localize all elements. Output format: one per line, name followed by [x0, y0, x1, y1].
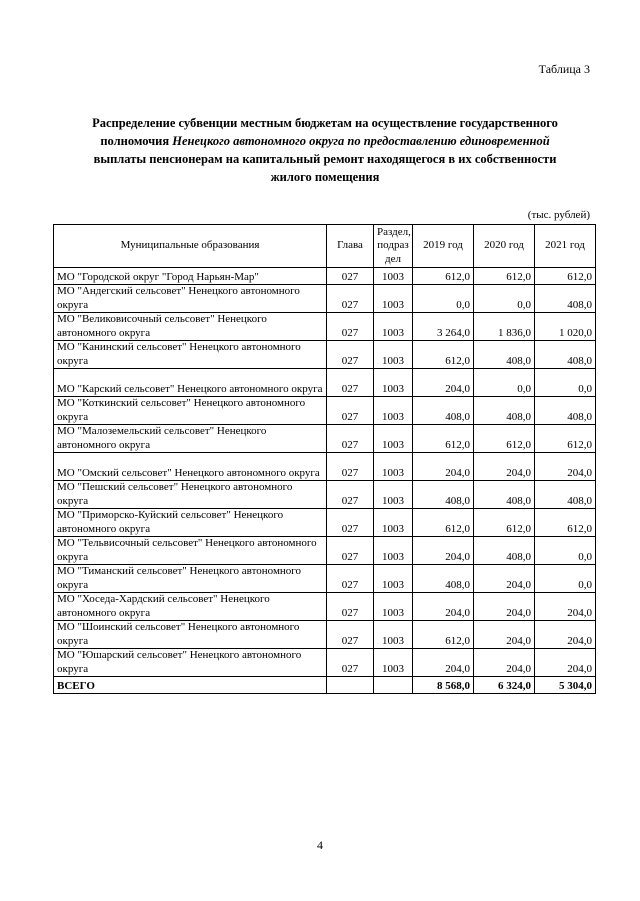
- row-2021: 408,0: [535, 481, 596, 509]
- table-row: [54, 537, 596, 565]
- header-2019: 2019 год: [413, 225, 474, 268]
- title-line-1: Распределение субвенции местным бюджетам на осуществление государственного: [92, 116, 558, 130]
- row-municipality: МО "Тельвисочный сельсовет" Ненецкого автономного округа: [54, 537, 327, 565]
- table-row: [54, 649, 596, 677]
- total-label: ВСЕГО: [54, 677, 327, 694]
- row-2021: 612,0: [535, 268, 596, 285]
- document-title: [60, 114, 590, 186]
- row-municipality: МО "Коткинский сельсовет" Ненецкого автономного округа: [54, 397, 327, 425]
- row-municipality: МО "Малоземельский сельсовет" Ненецкого автономного округа: [54, 425, 327, 453]
- row-municipality: МО "Канинский сельсовет" Ненецкого автономного округа: [54, 341, 327, 369]
- row-2019: 204,0: [413, 453, 474, 481]
- table-row: [54, 621, 596, 649]
- table-row: [54, 313, 596, 341]
- row-2020: 0,0: [474, 285, 535, 313]
- page-number: 4: [317, 838, 323, 852]
- row-2021: 612,0: [535, 509, 596, 537]
- row-municipality: МО "Хоседа-Хардский сельсовет" Ненецкого автономного округа: [54, 593, 327, 621]
- row-glava: 027: [327, 397, 374, 425]
- total-glava-empty: [327, 677, 374, 694]
- title-line-2: [60, 132, 590, 150]
- row-razdel: 1003: [374, 425, 413, 453]
- header-municipality: Муниципальные образования: [54, 225, 327, 268]
- row-2019: 204,0: [413, 649, 474, 677]
- row-2021: 204,0: [535, 593, 596, 621]
- row-razdel: 1003: [374, 453, 413, 481]
- row-razdel: 1003: [374, 537, 413, 565]
- row-2020: 408,0: [474, 397, 535, 425]
- total-row: [54, 677, 596, 694]
- row-municipality: МО "Шоинский сельсовет" Ненецкого автономного округа: [54, 621, 327, 649]
- row-2020: 0,0: [474, 369, 535, 397]
- row-glava: 027: [327, 453, 374, 481]
- total-2021: 5 304,0: [535, 677, 596, 694]
- table-row: [54, 593, 596, 621]
- row-razdel: 1003: [374, 593, 413, 621]
- title-line-2-bold: полномочия: [100, 134, 173, 148]
- row-razdel: 1003: [374, 649, 413, 677]
- table-row: [54, 341, 596, 369]
- title-line-2-italic: Ненецкого автономного округа по предоставлению единовременной: [172, 134, 550, 148]
- row-glava: 027: [327, 593, 374, 621]
- row-2021: 204,0: [535, 649, 596, 677]
- row-2019: 408,0: [413, 565, 474, 593]
- header-glava: Глава: [327, 225, 374, 268]
- subsidy-table: [53, 224, 596, 694]
- row-2019: 612,0: [413, 341, 474, 369]
- row-2021: 0,0: [535, 369, 596, 397]
- row-2020: 408,0: [474, 481, 535, 509]
- row-2020: 204,0: [474, 649, 535, 677]
- row-2019: 612,0: [413, 621, 474, 649]
- title-line-3: выплаты пенсионерам на капитальный ремонт находящегося в их собственности: [93, 152, 557, 166]
- row-municipality: МО "Пешский сельсовет" Ненецкого автономного округа: [54, 481, 327, 509]
- total-2019: 8 568,0: [413, 677, 474, 694]
- row-glava: 027: [327, 621, 374, 649]
- table-row: [54, 453, 596, 481]
- row-razdel: 1003: [374, 369, 413, 397]
- row-glava: 027: [327, 369, 374, 397]
- row-glava: 027: [327, 537, 374, 565]
- row-2020: 408,0: [474, 341, 535, 369]
- row-2019: 3 264,0: [413, 313, 474, 341]
- row-municipality: МО "Карский сельсовет" Ненецкого автономного округа: [54, 369, 327, 397]
- row-2020: 612,0: [474, 268, 535, 285]
- row-razdel: 1003: [374, 621, 413, 649]
- row-glava: 027: [327, 649, 374, 677]
- row-2020: 204,0: [474, 565, 535, 593]
- row-2021: 0,0: [535, 565, 596, 593]
- row-2020: 408,0: [474, 537, 535, 565]
- row-2019: 204,0: [413, 537, 474, 565]
- row-2019: 408,0: [413, 481, 474, 509]
- row-razdel: 1003: [374, 268, 413, 285]
- row-glava: 027: [327, 509, 374, 537]
- table-row: [54, 397, 596, 425]
- row-glava: 027: [327, 268, 374, 285]
- row-glava: 027: [327, 341, 374, 369]
- row-2020: 204,0: [474, 621, 535, 649]
- row-2019: 204,0: [413, 593, 474, 621]
- row-2021: 408,0: [535, 285, 596, 313]
- header-razdel-line-2: подраз: [377, 239, 409, 252]
- row-razdel: 1003: [374, 285, 413, 313]
- table-row: [54, 268, 596, 285]
- row-2021: 408,0: [535, 341, 596, 369]
- table-row: [54, 425, 596, 453]
- header-2021: 2021 год: [535, 225, 596, 268]
- row-razdel: 1003: [374, 341, 413, 369]
- row-2021: 0,0: [535, 537, 596, 565]
- total-razdel-empty: [374, 677, 413, 694]
- title-line-4: жилого помещения: [270, 170, 380, 184]
- row-razdel: 1003: [374, 565, 413, 593]
- row-glava: 027: [327, 425, 374, 453]
- row-2020: 204,0: [474, 453, 535, 481]
- table-header-row: [54, 225, 596, 268]
- row-municipality: МО "Андегский сельсовет" Ненецкого автономного округа: [54, 285, 327, 313]
- table-row: [54, 285, 596, 313]
- row-2020: 1 836,0: [474, 313, 535, 341]
- row-2019: 204,0: [413, 369, 474, 397]
- row-2019: 612,0: [413, 268, 474, 285]
- total-2020: 6 324,0: [474, 677, 535, 694]
- header-2020: 2020 год: [474, 225, 535, 268]
- table-row: [54, 565, 596, 593]
- row-municipality: МО "Омский сельсовет" Ненецкого автономного округа: [54, 453, 327, 481]
- table-number-label: Таблица 3: [538, 62, 590, 76]
- units-label: (тыс. рублей): [527, 209, 590, 221]
- row-2019: 408,0: [413, 397, 474, 425]
- row-glava: 027: [327, 565, 374, 593]
- row-razdel: 1003: [374, 397, 413, 425]
- row-2019: 612,0: [413, 425, 474, 453]
- row-razdel: 1003: [374, 481, 413, 509]
- row-2020: 204,0: [474, 593, 535, 621]
- row-2020: 612,0: [474, 425, 535, 453]
- row-2021: 1 020,0: [535, 313, 596, 341]
- row-razdel: 1003: [374, 509, 413, 537]
- row-2021: 204,0: [535, 621, 596, 649]
- row-municipality: МО "Приморско-Куйский сельсовет" Ненецкого автономного округа: [54, 509, 327, 537]
- header-razdel-line-3: дел: [385, 252, 401, 265]
- row-razdel: 1003: [374, 313, 413, 341]
- header-razdel: [374, 225, 413, 268]
- row-2021: 612,0: [535, 425, 596, 453]
- table-row: [54, 509, 596, 537]
- table-body: [54, 268, 596, 694]
- row-municipality: МО "Юшарский сельсовет" Ненецкого автономного округа: [54, 649, 327, 677]
- row-municipality: МО "Великовисочный сельсовет" Ненецкого автономного округа: [54, 313, 327, 341]
- header-razdel-line-1: Раздел,: [377, 225, 411, 238]
- row-glava: 027: [327, 313, 374, 341]
- row-2021: 408,0: [535, 397, 596, 425]
- table-row: [54, 369, 596, 397]
- row-municipality: МО "Тиманский сельсовет" Ненецкого автономного округа: [54, 565, 327, 593]
- row-glava: 027: [327, 481, 374, 509]
- row-municipality: МО "Городской округ "Город Нарьян-Мар": [54, 268, 327, 285]
- row-2021: 204,0: [535, 453, 596, 481]
- row-glava: 027: [327, 285, 374, 313]
- row-2019: 612,0: [413, 509, 474, 537]
- row-2019: 0,0: [413, 285, 474, 313]
- table-row: [54, 481, 596, 509]
- row-2020: 612,0: [474, 509, 535, 537]
